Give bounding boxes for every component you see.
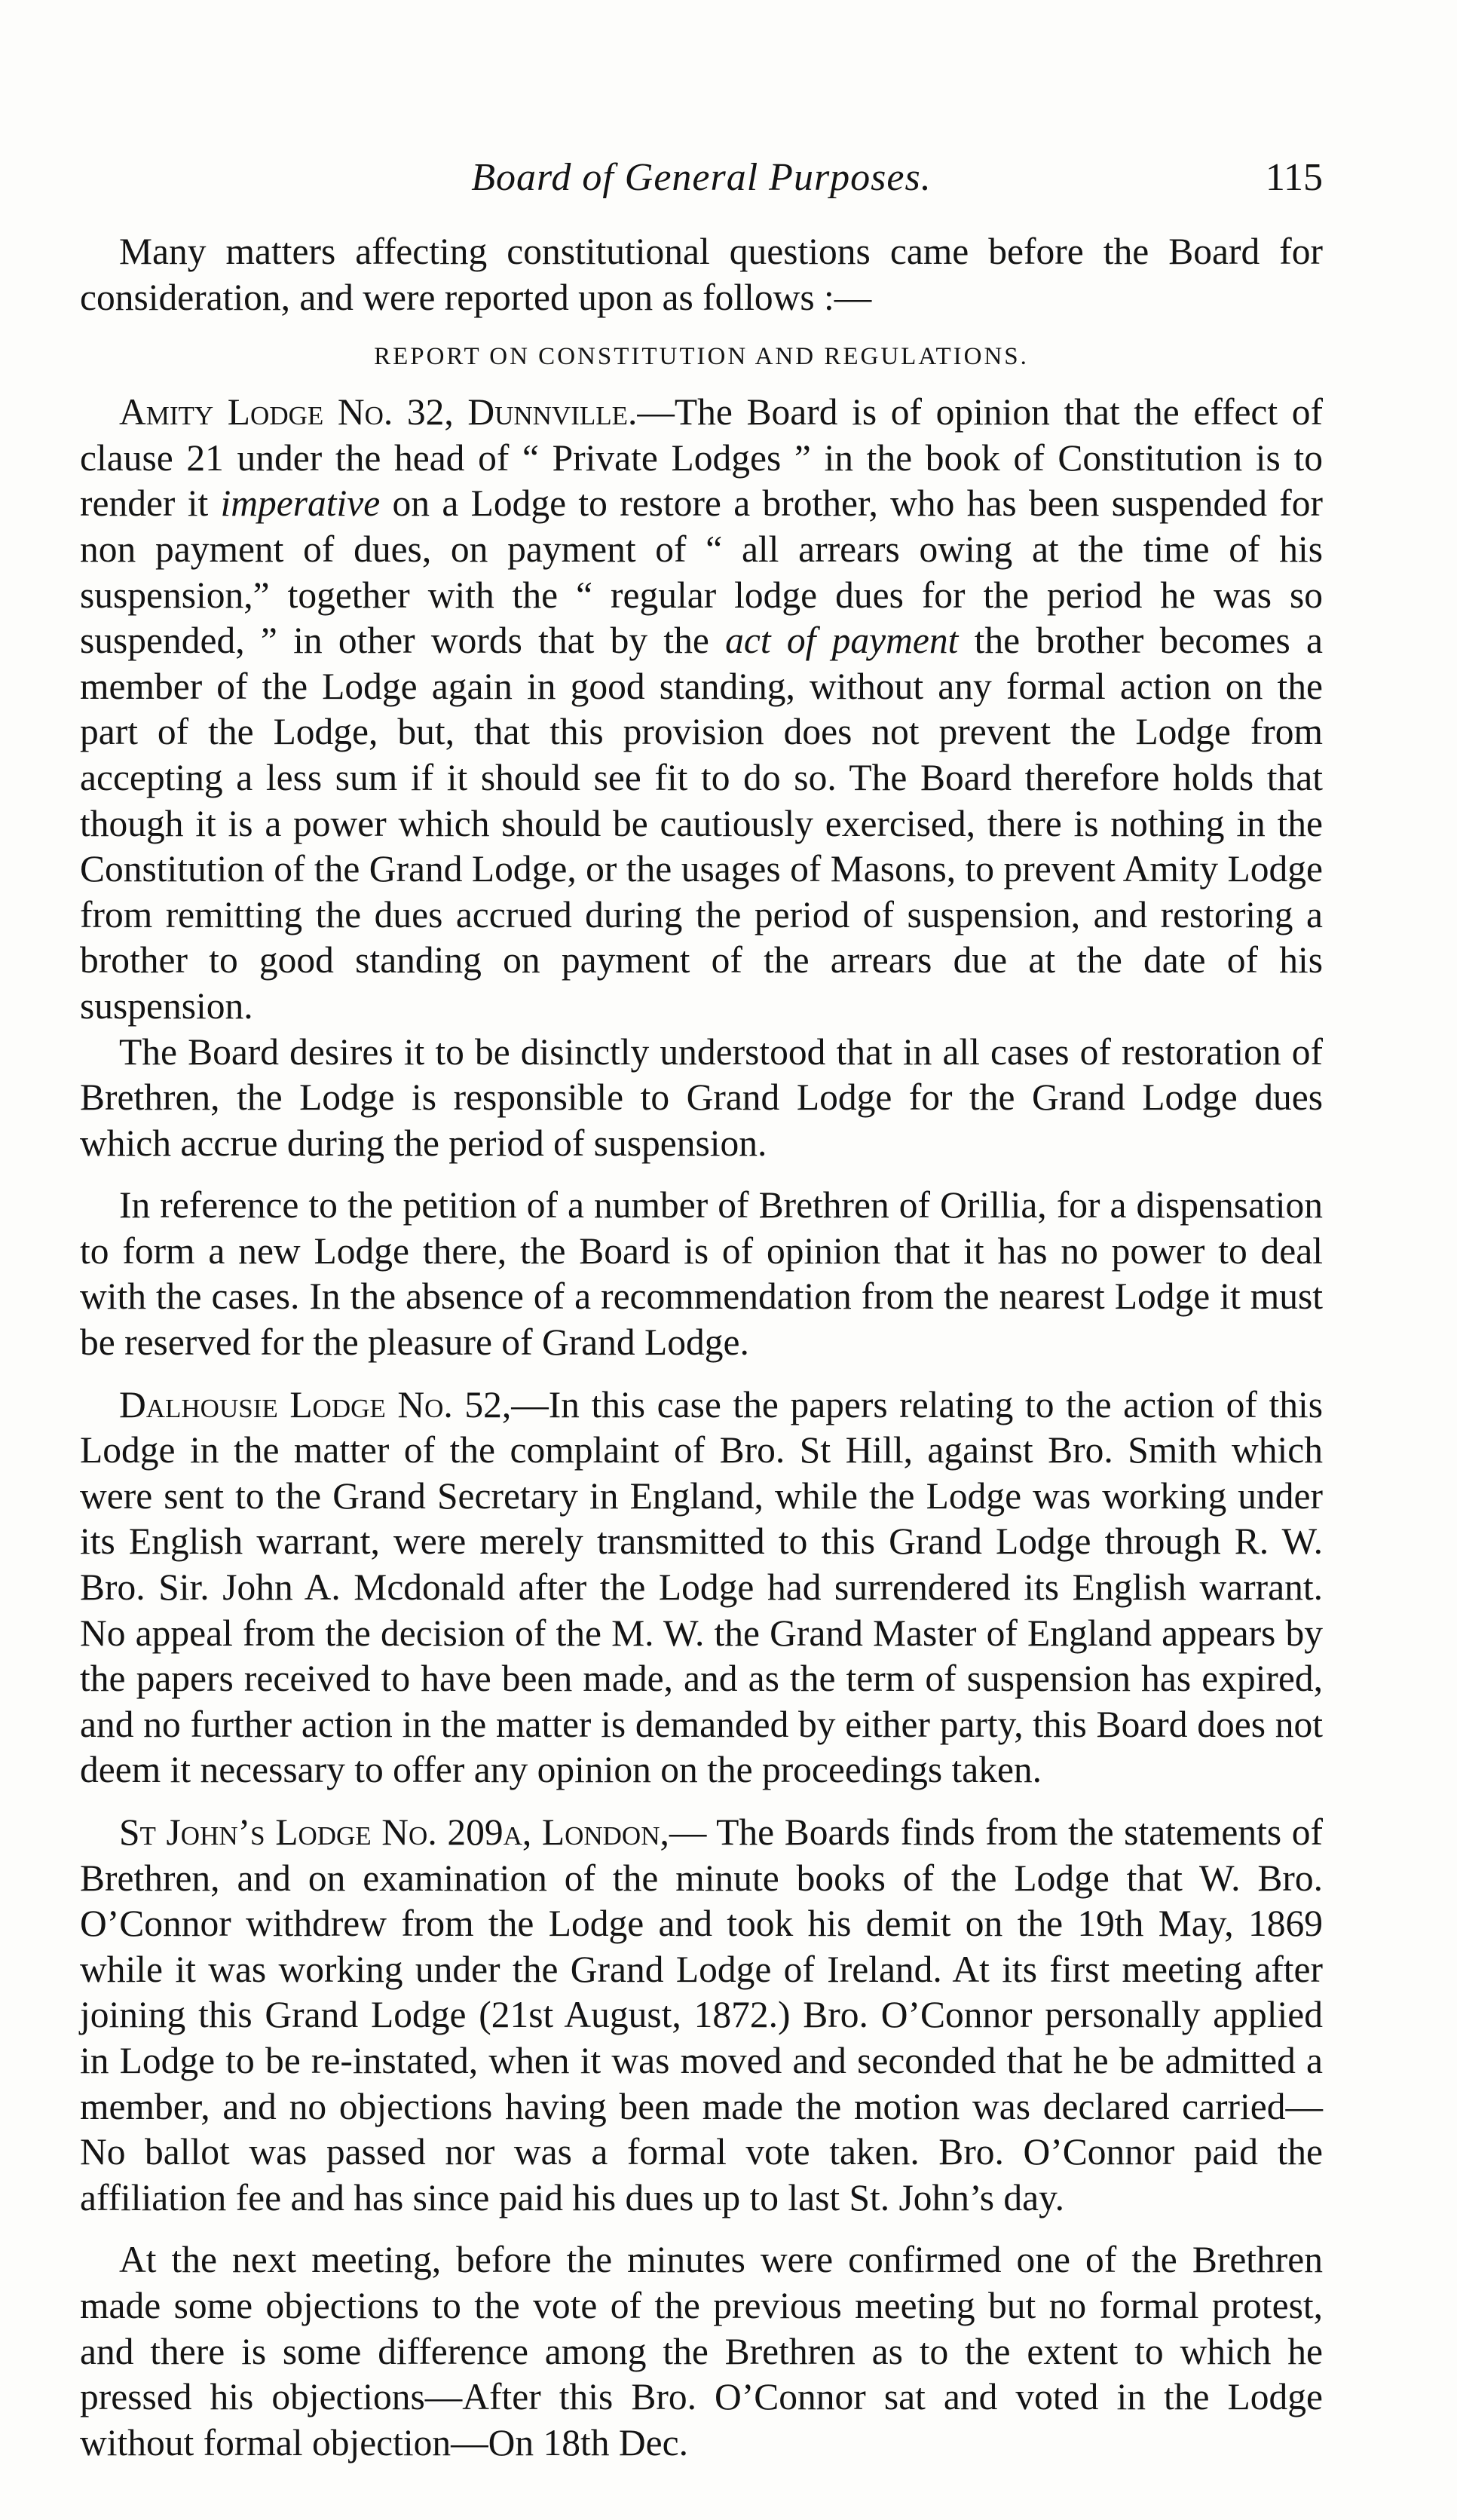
paragraph-next-meeting: At the next meeting, before the minutes were confirmed one of the Brethren made some objections to the vote of the previous meeting but no formal protest, and there is some difference among the Brethren as to the extent to which he pressed his objections—After this Bro. O’Connor sat and voted in the Lodge without formal objection—On 18th Dec. <box>80 2239 1323 2463</box>
lodge-name-dalhousie: Dalhousie Lodge No. 52, <box>119 1383 512 1425</box>
paragraph-st-johns-lodge <box>80 1810 1323 2221</box>
body-text <box>80 229 1323 2466</box>
amity-text-2: on a Lodge to restore a brother, who has been suspended for non payment of dues, on payment of “ all arrears owing at the time of his suspension,” together with the “ regular lodge dues for the period he was so suspended, ” in other words that by the <box>80 482 1323 662</box>
paragraph-restoration: The Board desires it to be disinctly understood that in all cases of restoration of Brethren, the Lodge is responsible to Grand Lodge for the Grand Lodge dues which accrue during the period of suspension. <box>80 1030 1323 1164</box>
running-header <box>80 155 1323 214</box>
section-heading: REPORT ON CONSTITUTION AND REGULATIONS. <box>374 343 1029 371</box>
amity-text-3: the brother becomes a member of the Lodge again in good standing, without any formal action on the part of the Lodge, but, that this provision does not prevent the Lodge from accepting a less sum if it should see fit to do so. The Board therefore holds that though it is a power which should be cautiously exercised, there is nothing in the Constitution of the Grand Lodge, or the usages of Masons, to prevent Amity Lodge from remitting the dues accrued during the period of suspension, and restoring a brother to good standing on payment of the arrears due at the date of his suspension. <box>80 620 1324 1027</box>
amity-emphasis-act-of-payment: act of payment <box>725 620 959 662</box>
amity-emphasis-imperative: imperative <box>220 482 381 525</box>
paragraph-orillia-petition: In reference to the petition of a number of Brethren of Orillia, for a dispensation to form a new Lodge there, the Board is of opinion that it has no power to deal with the cases. In the absence of a recommendation from the nearest Lodge it must be reserved for the pleasure of Grand Lodge. <box>80 1184 1323 1364</box>
paragraph-dalhousie-lodge <box>80 1382 1323 1793</box>
paragraph-amity-lodge <box>80 390 1323 1029</box>
page-number: 115 <box>1265 156 1323 199</box>
amity-text-1: —The Board is of opinion that the effect of clause 21 under the head of “ Private Lodges ” in the book of Constitution is to render it <box>80 391 1323 525</box>
lodge-name-st-johns: St John’s Lodge No. 209a, London, <box>119 1811 669 1853</box>
lodge-name-amity: Amity Lodge No. 32, Dunnville. <box>119 391 638 433</box>
running-title: Board of General Purposes. <box>471 156 932 199</box>
dalhousie-text: —In this case the papers relating to the action of this Lodge in the matter of the complaint of Bro. St Hill, against Bro. Smith which were sent to the Grand Secretary in England, while the Lodge was working under its English warrant, were merely transmitted to this Grand Lodge through R. W. Bro. Sir. John A. Mcdonald after the Lodge had surrendered its English warrant. No appeal from the decision of the M. W. the Grand Master of England appears by the papers received to have been made, and as the term of suspension has expired, and no further action in the matter is demanded by either party, this Board does not deem it necessary to offer any opinion on the proceedings taken. <box>80 1383 1323 1791</box>
intro-paragraph: Many matters affecting constitutional questions came before the Board for consideration, and were reported upon as follows :— <box>80 231 1323 318</box>
st-johns-text: — The Boards finds from the statements of Brethren, and on examination of the minute books of the Lodge that W. Bro. O’Connor withdrew from the Lodge and took his demit on the 19th May, 1869 while it was working under the Grand Lodge of Ireland. At its first meeting after joining this Grand Lodge (21st August, 1872.) Bro. O’Connor personally applied in Lodge to be re-instated, when it was moved and seconded that he be admitted a member, and no objections having been made the motion was declared carried—No ballot was passed nor was a formal vote taken. Bro. O’Connor paid the affiliation fee and has since paid his dues up to last St. John’s day. <box>80 1811 1323 2218</box>
